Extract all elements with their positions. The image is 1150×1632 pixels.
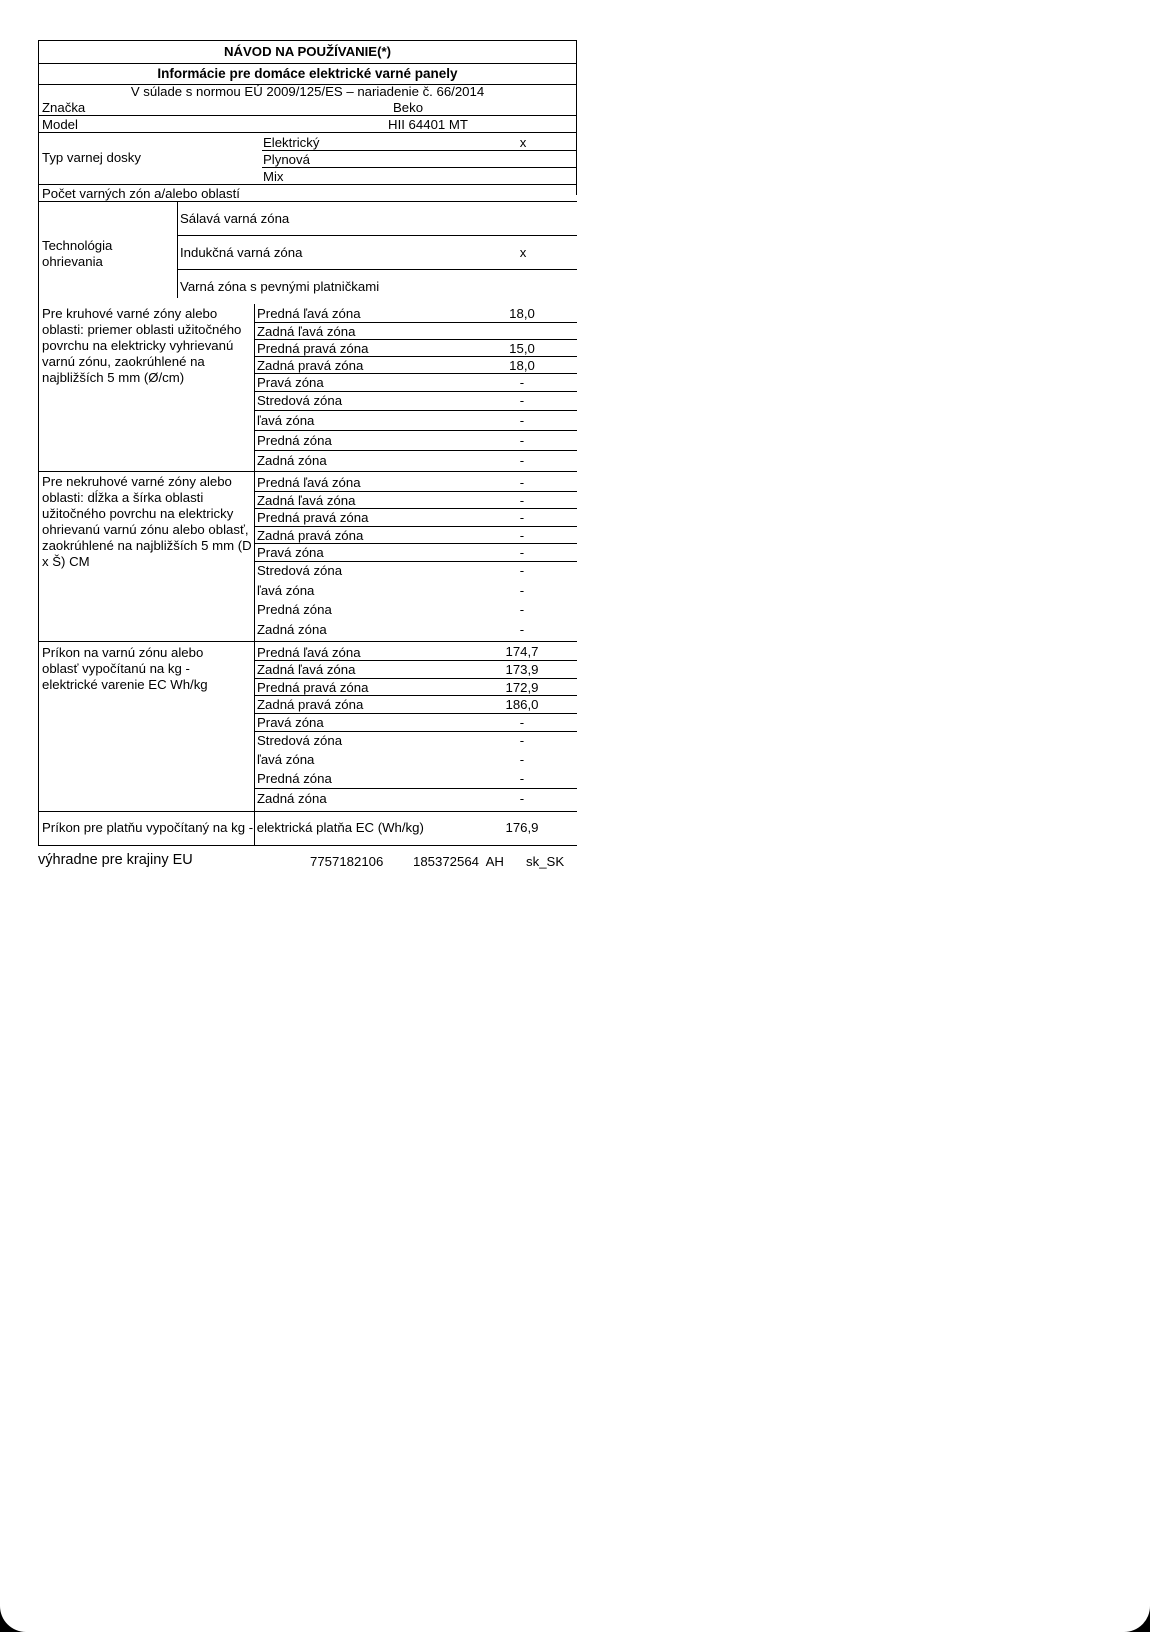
divider [38,115,577,116]
divider [254,339,577,340]
heating-tech-option: Sálavá varná zóna [180,211,290,226]
zone-value: - [519,475,525,490]
zone-value: - [519,393,525,408]
zone-label: Predná zóna [257,771,332,786]
page-title: NÁVOD NA POUŽÍVANIE(*) [223,44,392,59]
divider [254,543,577,544]
hob-power-value: 176,9 [505,820,539,835]
zone-value: - [519,375,525,390]
zone-label: Zadná zóna [257,791,327,806]
footer [38,852,598,872]
hob-type-option: Elektrický [263,135,320,150]
zone-label: Zadná ľavá zóna [257,662,356,677]
divider [254,695,577,696]
zone-value: 186,0 [505,697,539,712]
zone-value: - [519,602,525,617]
zone-label: ľavá zóna [257,583,315,598]
divider [254,713,577,714]
divider [262,167,577,168]
table-bottom-border [38,845,577,846]
zone-label: Predná ľavá zóna [257,475,361,490]
divider [254,322,577,323]
divider [254,731,577,732]
heating-tech-option: Varná zóna s pevnými platničkami [180,279,380,294]
model-label: Model [42,117,78,132]
hob-power-label: Príkon pre platňu vypočítaný na kg - elektrická platňa EC (Wh/kg) [42,820,424,835]
footer-code-1: 7757182106 [310,854,384,869]
zone-value: - [519,563,525,578]
zone-value: - [519,622,525,637]
zone-label: Stredová zóna [257,563,343,578]
zone-value: - [519,583,525,598]
heating-tech-mark: x [519,245,527,260]
divider [254,304,255,846]
divider [254,508,577,509]
zone-label: Predná pravá zóna [257,341,369,356]
zone-value: 174,7 [505,644,539,659]
zone-label: Zadná ľavá zóna [257,493,356,508]
zone-value: 15,0 [509,341,535,356]
zone-value: 18,0 [509,306,535,321]
zone-label: Predná zóna [257,433,332,448]
energy-info-table [38,40,577,846]
zone-power-label: Príkon na varnú zónu alebo oblasť vypočítanú na kg - elektrické varenie EC Wh/kg [42,645,208,692]
zone-label: Pravá zóna [257,545,324,560]
divider [254,678,577,679]
zone-label: Predná ľavá zóna [257,306,361,321]
zones-count-label: Počet varných zón a/alebo oblastí [42,186,240,201]
divider [254,788,577,789]
zone-value: - [519,493,525,508]
non-circular-zones-label: Pre nekruhové varné zóny alebo oblasti: dĺžka a šírka oblasti užitočného povrchu na elektricky ohrievanú varnú zónu alebo oblasť, zaokrúhlené na najbližších 5 mm (D x Š) CM [42,474,252,569]
zone-label: Zadná zóna [257,622,327,637]
zone-label: Pravá zóna [257,715,324,730]
zone-label: Predná ľavá zóna [257,645,361,660]
hob-type-option: Plynová [263,152,310,167]
zone-value: 18,0 [509,358,535,373]
model-value: HII 64401 MT [388,117,468,132]
zone-value: - [519,733,525,748]
table-top-border [38,40,577,41]
brand-label: Značka [42,100,86,115]
zone-value: - [519,771,525,786]
zone-value: 172,9 [505,680,539,695]
zone-label: Zadná ľavá zóna [257,324,356,339]
section-divider [38,811,577,812]
zone-label: Zadná pravá zóna [257,358,364,373]
divider [262,150,577,151]
footer-code-2: 185372564 AH [413,854,504,869]
divider [177,269,577,270]
zone-label: Pravá zóna [257,375,324,390]
divider [254,391,577,392]
divider [254,526,577,527]
section-divider [38,641,577,642]
divider [254,430,577,431]
heating-tech-option: Indukčná varná zóna [180,245,303,260]
zone-value: - [519,545,525,560]
circular-zones-label: Pre kruhové varné zóny alebo oblasti: priemer oblasti užitočného povrchu na elektricky vyhrievanú varnú zónu, zaokrúhlené na najbližších 5 mm (Ø/cm) [42,306,242,385]
table-left-border [38,40,39,846]
divider [177,201,178,298]
divider [177,235,577,236]
brand-value: Beko [392,100,424,115]
divider [38,132,577,133]
regulation-text: V súlade s normou EÚ 2009/125/ES – nariadenie č. 66/2014 [130,84,485,99]
hob-type-label: Typ varnej dosky [42,150,141,165]
divider [254,660,577,661]
hob-type-option: Mix [263,169,284,184]
zone-value: - [519,413,525,428]
zone-label: ľavá zóna [257,752,315,767]
zone-label: Predná zóna [257,602,332,617]
zone-value: - [519,752,525,767]
divider [38,201,577,202]
divider [254,450,577,451]
zone-value: - [519,791,525,806]
footer-locale: sk_SK [526,854,565,869]
zone-value: - [519,715,525,730]
heating-tech-label: Technológia ohrievania [42,238,113,269]
zone-value: - [519,433,525,448]
divider [254,491,577,492]
zone-label: Stredová zóna [257,393,343,408]
divider [254,356,577,357]
zone-label: Stredová zóna [257,733,343,748]
divider [254,561,577,562]
divider [254,410,577,411]
zone-value: 173,9 [505,662,539,677]
section-divider [38,471,577,472]
footer-scope: výhradne pre krajiny EU [38,852,193,868]
section-subtitle: Informácie pre domáce elektrické varné panely [157,66,458,81]
zone-label: ľavá zóna [257,413,315,428]
zone-value: - [519,453,525,468]
hob-type-mark: x [519,135,527,150]
zone-label: Predná pravá zóna [257,510,369,525]
divider [38,63,577,64]
zone-label: Zadná zóna [257,453,327,468]
zone-label: Zadná pravá zóna [257,528,364,543]
divider [38,184,577,185]
divider [254,373,577,374]
zone-value: - [519,528,525,543]
zone-label: Zadná pravá zóna [257,697,364,712]
zone-value: - [519,510,525,525]
zone-label: Predná pravá zóna [257,680,369,695]
